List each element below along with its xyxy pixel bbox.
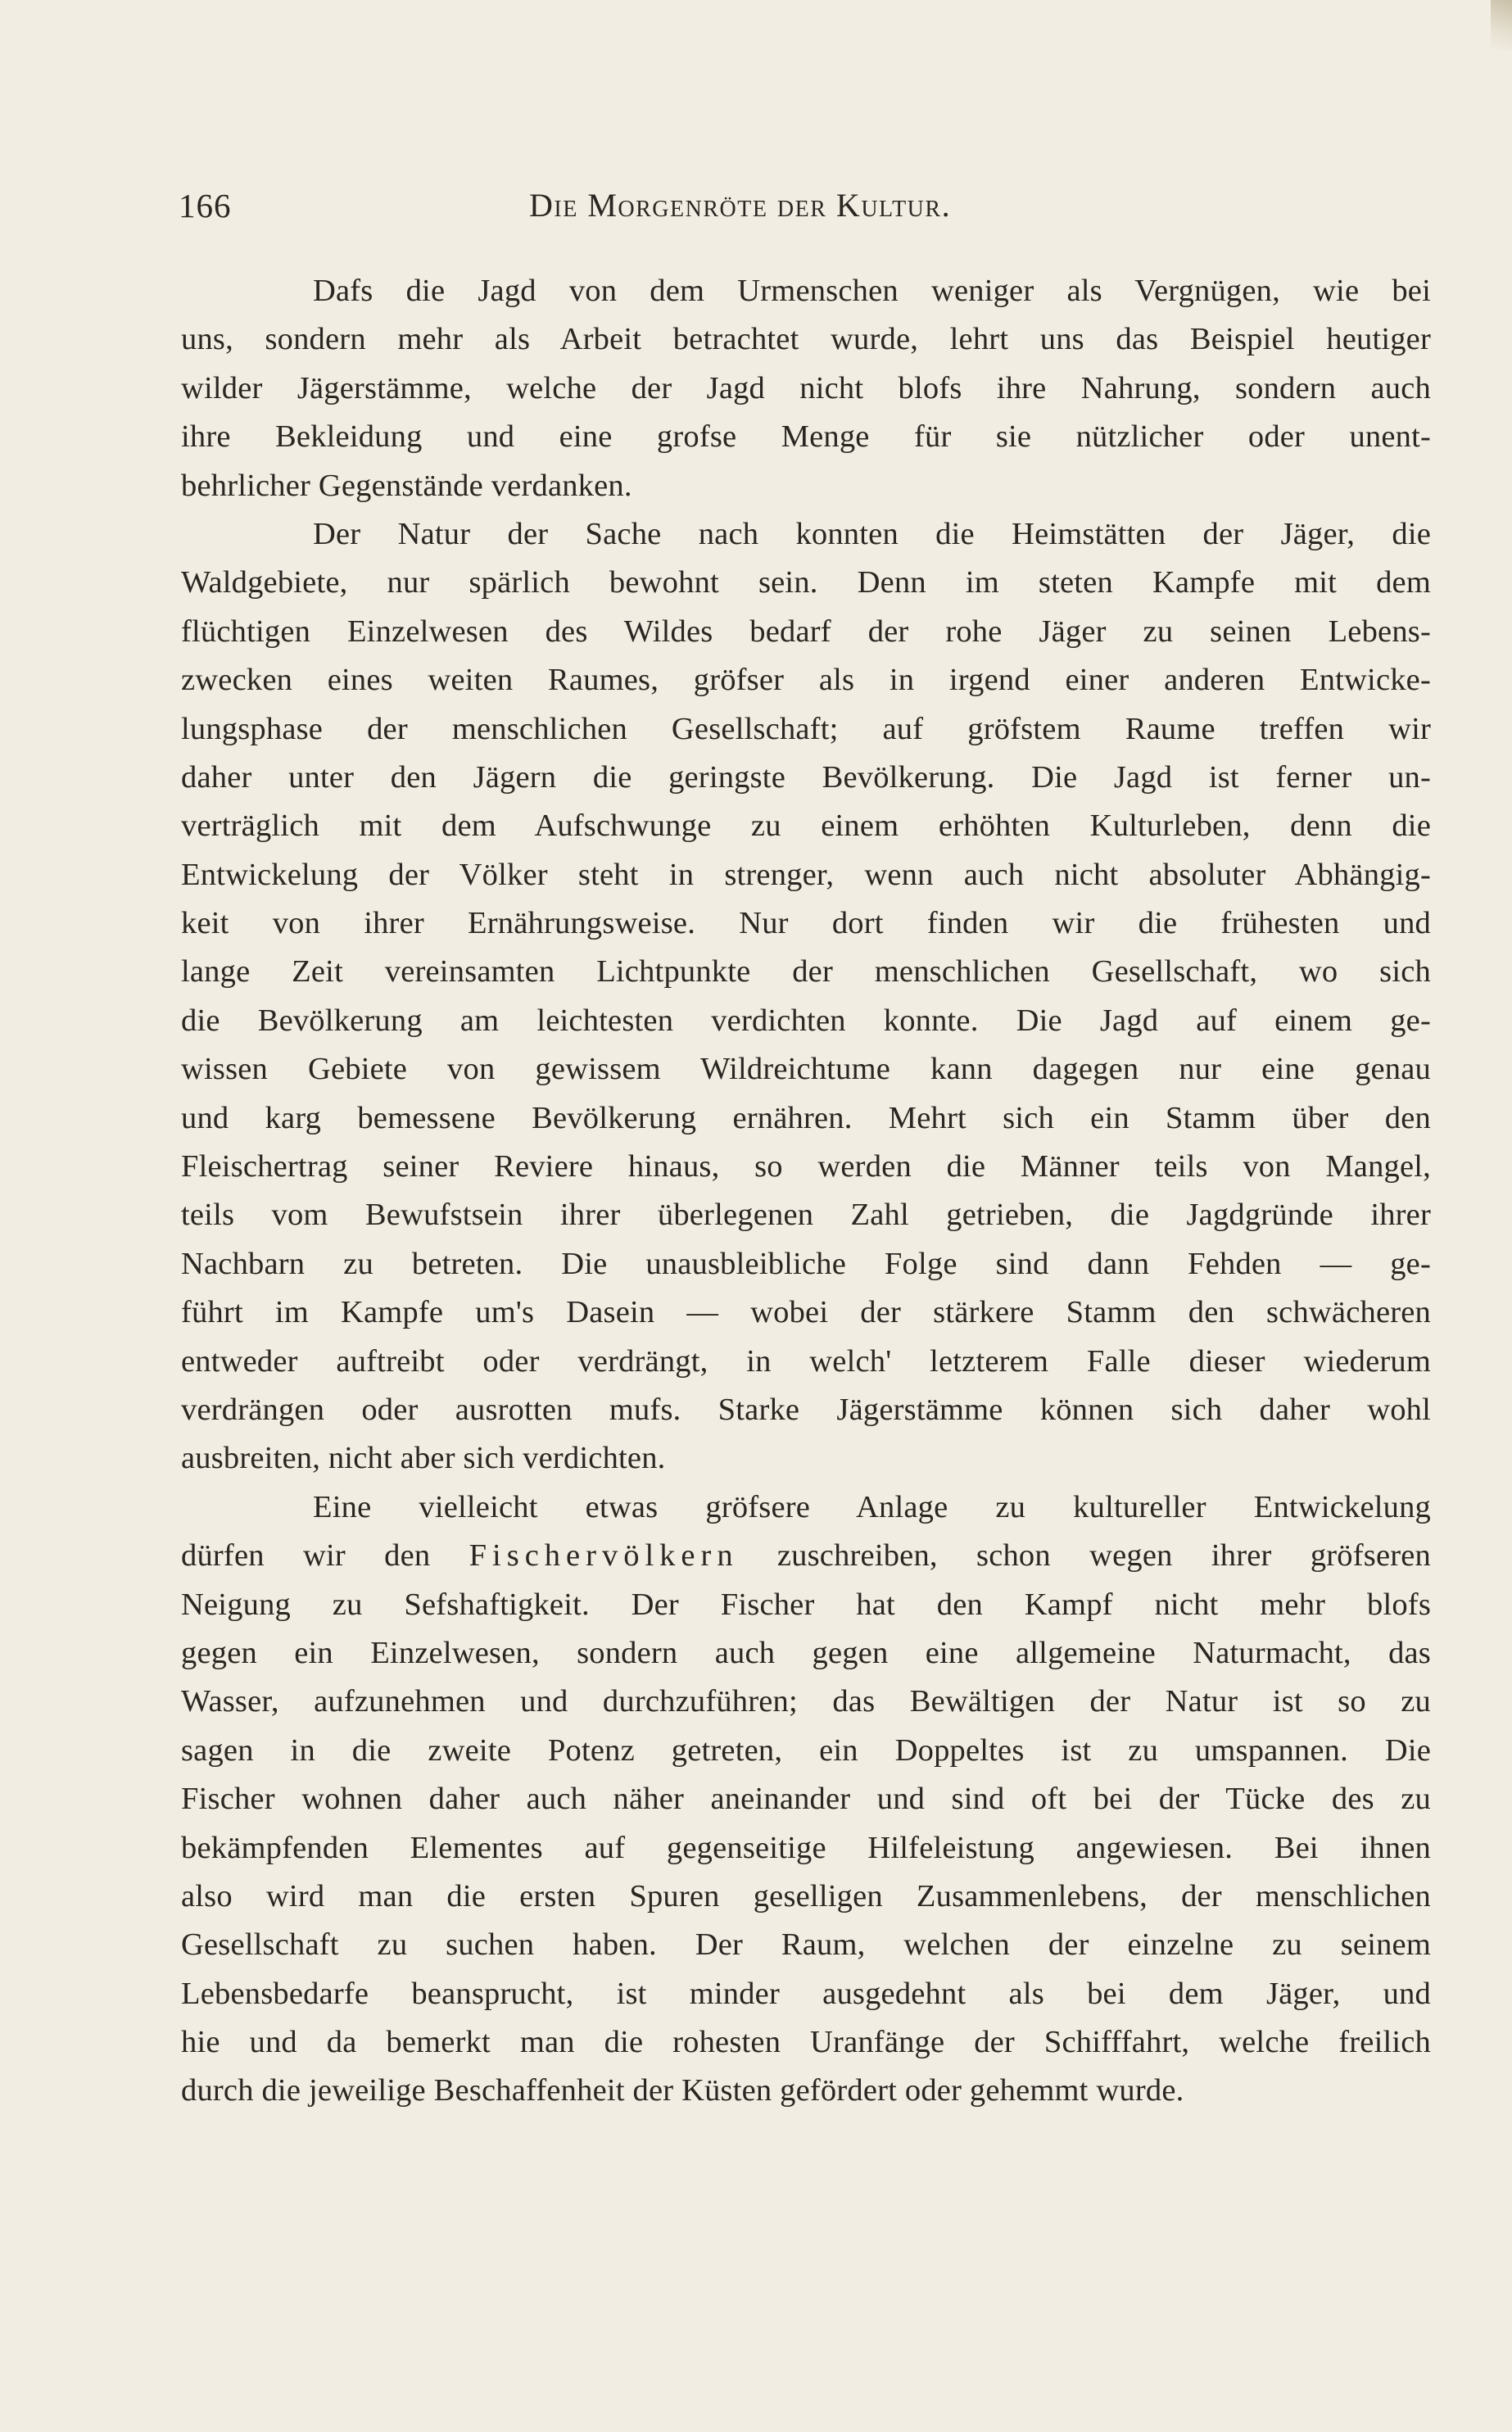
- text-line: bekämpfenden Elementes auf gegenseitige Hilfeleistung angewiesen. Bei ihnen: [181, 1830, 1431, 1865]
- text-line: zwecken eines weiten Raumes, gröfser als in irgend einer anderen Entwicke-: [181, 663, 1431, 698]
- paragraph-3: [181, 1483, 1431, 2116]
- text-line: Gesellschaft zu suchen haben. Der Raum, welchen der einzelne zu seinem: [181, 1927, 1431, 1963]
- text-line: daher unter den Jägern die geringste Bevölkerung. Die Jagd ist ferner un-: [181, 759, 1431, 795]
- text-line-with-emphasis: [181, 1532, 1431, 1580]
- text-segment: dürfen wir den: [181, 1538, 431, 1574]
- running-title: Die Morgenröte der Kultur.: [529, 187, 952, 224]
- text-line: Waldgebiete, nur spärlich bewohnt sein. Denn im steten Kampfe mit dem: [181, 565, 1431, 600]
- text-line: sagen in die zweite Potenz getreten, ein Doppeltes ist zu umspannen. Die: [181, 1732, 1431, 1768]
- text-line: lungsphase der menschlichen Gesellschaft; auf gröfstem Raume treffen wir: [181, 711, 1431, 746]
- body-text: [181, 267, 1431, 2116]
- text-line: Lebensbedarfe beansprucht, ist minder ausgedehnt als bei dem Jäger, und: [181, 1976, 1431, 2011]
- text-line: gegen ein Einzelwesen, sondern auch gegen eine allgemeine Naturmacht, das: [181, 1635, 1431, 1670]
- text-line: Eine vielleicht etwas gröfsere Anlage zu kultureller Entwickelung: [313, 1489, 1431, 1524]
- text-line: die Bevölkerung am leichtesten verdichten konnte. Die Jagd auf einem ge-: [181, 1003, 1431, 1038]
- text-line: hie und da bemerkt man die rohesten Uranfänge der Schifffahrt, welche freilich: [181, 2025, 1431, 2060]
- text-line: durch die jeweilige Beschaffenheit der Küsten gefördert oder gehemmt wurde.: [181, 2073, 1184, 2108]
- text-segment: zuschreiben, schon wegen ihrer gröfseren: [776, 1538, 1431, 1574]
- text-line: behrlicher Gegenstände verdanken.: [181, 468, 632, 503]
- paragraph-2: [181, 510, 1431, 1483]
- text-line: keit von ihrer Ernährungsweise. Nur dort finden wir die frühesten und: [181, 906, 1431, 941]
- text-line: Dafs die Jagd von dem Urmenschen weniger als Vergnügen, wie bei: [313, 274, 1431, 308]
- page-header: [179, 186, 1432, 235]
- text-line: also wird man die ersten Spuren geselligen Zusammenlebens, der menschlichen: [181, 1878, 1431, 1913]
- text-line: uns, sondern mehr als Arbeit betrachtet wurde, lehrt uns das Beispiel heutiger: [181, 322, 1431, 357]
- text-line: Fleischertrag seiner Reviere hinaus, so werden die Männer teils von Mangel,: [181, 1149, 1431, 1184]
- page-corner-shadow: [1491, 0, 1512, 51]
- text-line: wissen Gebiete von gewissem Wildreichtume kann dagegen nur eine genau: [181, 1052, 1431, 1087]
- text-line: entweder auftreibt oder verdrängt, in welch' letzterem Falle dieser wiederum: [181, 1343, 1431, 1379]
- text-line: flüchtigen Einzelwesen des Wildes bedarf der rohe Jäger zu seinen Lebens-: [181, 614, 1431, 649]
- text-line: verdrängen oder ausrotten mufs. Starke Jägerstämme können sich daher wohl: [181, 1392, 1431, 1427]
- text-line: lange Zeit vereinsamten Lichtpunkte der menschlichen Gesellschaft, wo sich: [181, 954, 1431, 990]
- text-line: Der Natur der Sache nach konnten die Heimstätten der Jäger, die: [313, 516, 1431, 551]
- text-line: Entwickelung der Völker steht in strenger, wenn auch nicht absoluter Abhängig-: [181, 857, 1431, 892]
- text-line: verträglich mit dem Aufschwunge zu einem erhöhten Kulturleben, denn die: [181, 808, 1431, 844]
- text-line: ausbreiten, nicht aber sich verdichten.: [181, 1441, 666, 1476]
- text-line: wilder Jägerstämme, welche der Jagd nicht blofs ihre Nahrung, sondern auch: [181, 370, 1431, 405]
- text-line: führt im Kampfe um's Dasein — wobei der stärkere Stamm den schwächeren: [181, 1295, 1431, 1330]
- paragraph-1: [181, 267, 1431, 510]
- text-line: und karg bemessene Bevölkerung ernähren. Mehrt sich ein Stamm über den: [181, 1100, 1431, 1135]
- text-line: Nachbarn zu betreten. Die unausbleibliche Folge sind dann Fehden — ge-: [181, 1246, 1431, 1281]
- text-line: Fischer wohnen daher auch näher aneinander und sind oft bei der Tücke des zu: [181, 1782, 1431, 1817]
- text-line: Neigung zu Sefshaftigkeit. Der Fischer hat den Kampf nicht mehr blofs: [181, 1587, 1431, 1622]
- page-number: 166: [179, 187, 232, 224]
- text-line: ihre Bekleidung und eine grofse Menge für sie nützlicher oder unent-: [181, 419, 1431, 455]
- text-line: Wasser, aufzunehmen und durchzuführen; das Bewältigen der Natur ist so zu: [181, 1684, 1431, 1719]
- emphasized-term: Fischervölkern: [469, 1538, 739, 1574]
- text-line: teils vom Bewufstsein ihrer überlegenen Zahl getrieben, die Jagdgründe ihrer: [181, 1198, 1431, 1233]
